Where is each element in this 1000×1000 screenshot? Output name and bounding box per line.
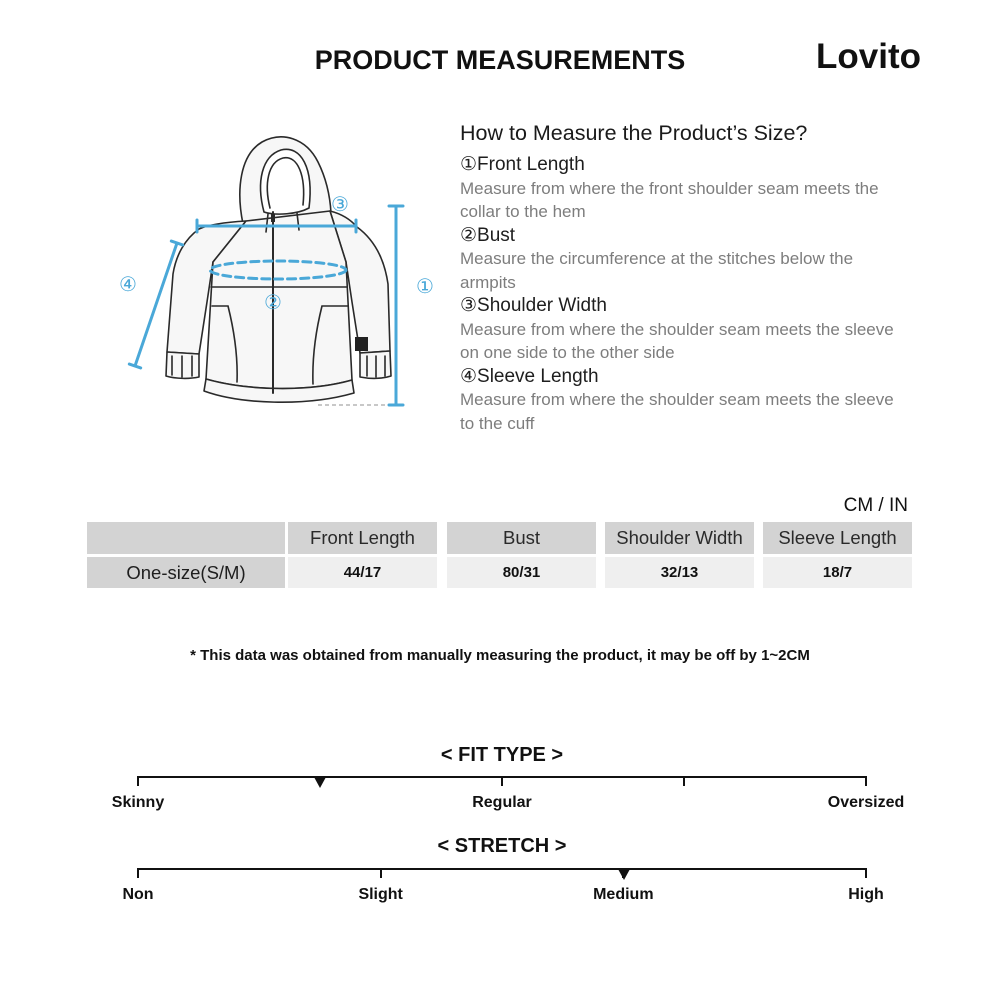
- scale-tick: [380, 868, 382, 878]
- column-header-shoulder-width: Shoulder Width: [605, 522, 754, 554]
- stretch-scale: [138, 868, 866, 880]
- measurement-note: * This data was obtained from manually measuring the product, it may be off by 1~2CM: [190, 647, 810, 664]
- stretch-label-medium: Medium: [593, 886, 654, 903]
- hoodie-illustration: [100, 125, 450, 420]
- unit-label: CM / IN: [843, 495, 908, 516]
- scale-line: [138, 868, 866, 870]
- zipper-pull: [271, 214, 275, 222]
- guide-item-title: ③Shoulder Width: [460, 295, 607, 316]
- column-header-front-length: Front Length: [288, 522, 437, 554]
- brand-logo: Lovito: [816, 37, 921, 76]
- bust-marker: ②: [264, 290, 282, 314]
- stretch-label-non: Non: [122, 886, 154, 903]
- guide-item-front-length: [460, 153, 920, 224]
- table-cell-shoulder-width: 32/13: [605, 557, 754, 588]
- front-length-marker: ①: [416, 274, 434, 298]
- sleeve-length-marker: ④: [119, 272, 137, 296]
- guide-item-description: Measure from where the front shoulder seam meets the: [460, 178, 879, 198]
- guide-item-description: Measure from where the shoulder seam meets the sleeve: [460, 319, 894, 339]
- scale-tick: [137, 776, 139, 786]
- column-header-sleeve-length: Sleeve Length: [763, 522, 912, 554]
- guide-item-description: on one side to the other side: [460, 343, 675, 362]
- guide-item-title: ①Front Length: [460, 154, 585, 175]
- stretch-marker-icon: [618, 869, 630, 880]
- fit-label-skinny: Skinny: [111, 794, 165, 811]
- sleeve-label-patch: [355, 337, 368, 351]
- table-cell-front-length: 44/17: [288, 557, 437, 588]
- scale-tick: [501, 776, 503, 786]
- scale-tick: [683, 776, 685, 786]
- stretch-title: < STRETCH >: [437, 835, 567, 857]
- fit-label-oversized: Oversized: [827, 794, 905, 811]
- column-header-bust: Bust: [447, 522, 596, 554]
- shoulder-width-marker: ③: [331, 192, 349, 216]
- scale-tick: [865, 868, 867, 878]
- guide-item-description: collar to the hem: [460, 202, 586, 221]
- guide-item-description: to the cuff: [460, 413, 535, 433]
- guide-item-description: Measure the circumference at the stitches below the: [460, 249, 854, 268]
- guide-item-shoulder-width: [460, 294, 920, 365]
- stretch-label-high: High: [848, 886, 884, 903]
- fit-label-regular: Regular: [472, 794, 532, 811]
- scale-tick: [137, 868, 139, 878]
- guide-item-description: armpits: [460, 272, 516, 292]
- guide-heading: How to Measure the Product’s Size?: [460, 121, 808, 145]
- guide-item-sleeve-length: [460, 365, 920, 436]
- table-cell-bust: 80/31: [447, 557, 596, 588]
- measurement-guide: [460, 153, 920, 435]
- guide-item-title: ④Sleeve Length: [460, 365, 599, 387]
- table-header-corner: [87, 522, 285, 554]
- page-title: PRODUCT MEASUREMENTS: [314, 45, 686, 75]
- guide-item-title: ②Bust: [460, 224, 516, 246]
- fit-type-scale: [138, 776, 866, 788]
- scale-tick: [865, 776, 867, 786]
- fit-type-labels: [111, 792, 905, 814]
- stretch-label-slight: Slight: [358, 886, 403, 903]
- guide-item-bust: [460, 224, 920, 295]
- table-row-size-label: One-size(S/M): [87, 557, 285, 588]
- fit-type-marker-icon: [314, 777, 326, 788]
- stretch-labels: [122, 884, 884, 906]
- table-cell-sleeve-length: 18/7: [763, 557, 912, 588]
- fit-type-title: < FIT TYPE >: [440, 744, 564, 766]
- guide-item-description: Measure from where the shoulder seam meets the sleeve: [460, 390, 894, 409]
